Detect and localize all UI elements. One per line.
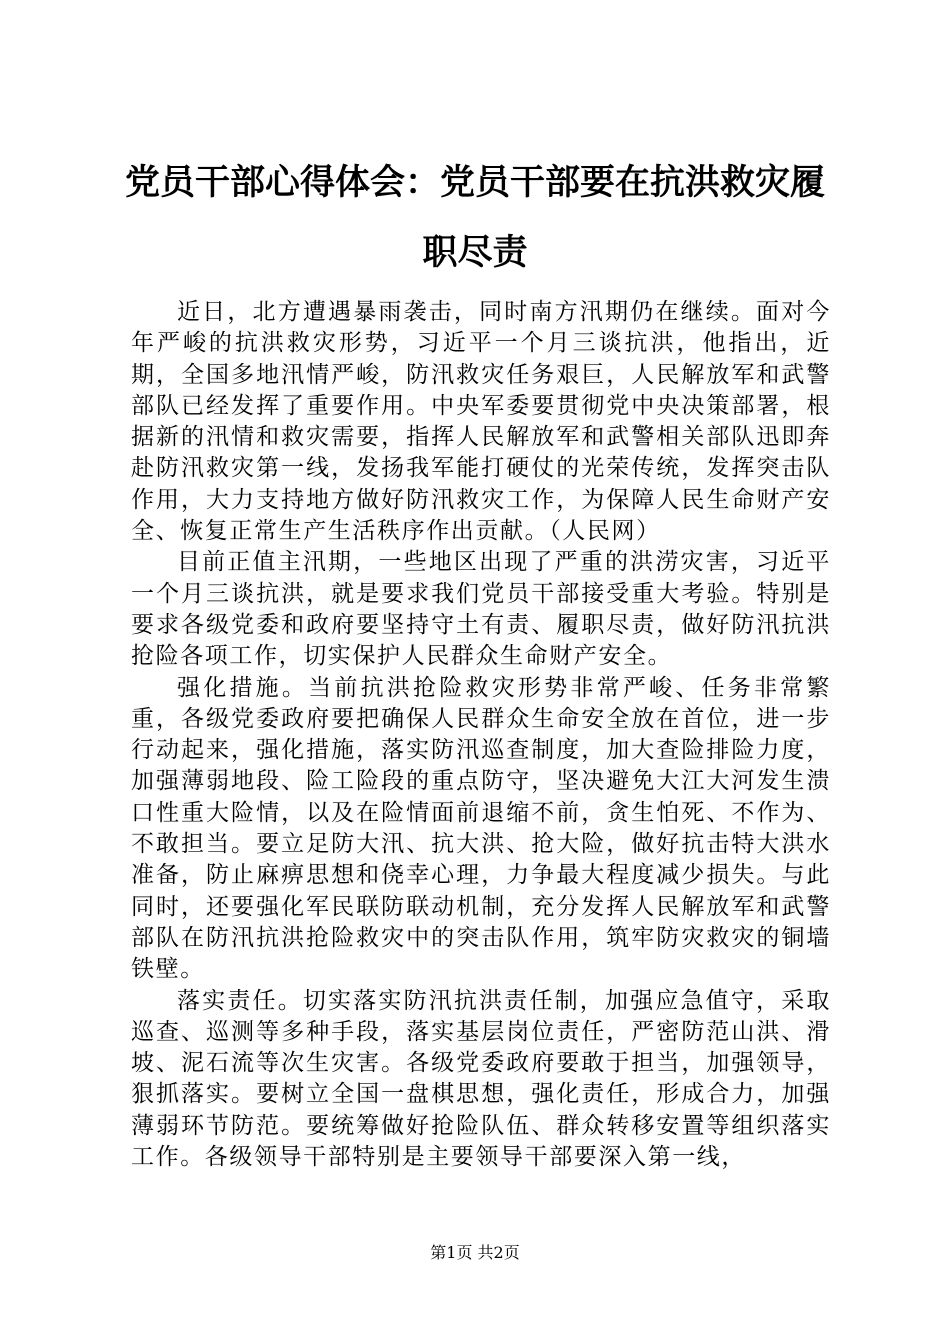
paragraph-3: 强化措施。当前抗洪抢险救灾形势非常严峻、任务非常繁重，各级党委政府要把确保人民群众生命安全放在首位，进一步行动起来，强化措施，落实防汛巡查制度，加大查险排险力度，加强薄弱地段、险工险段的重点防守，坚决避免大江大河发生溃口性重大险情，以及在险情面前退缩不前，贪生怕死、不作为、不敢担当。要立足防大汛、抗大洪、抢大险，做好抗击特大洪水准备，防止麻痹思想和侥幸心理，力争最大程度减少损失。与此同时，还要强化军民联防联动机制，充分发挥人民解放军和武警部队在防汛抗洪抢险救灾中的突击队作用，筑牢防灾救灾的铜墙铁壁。 bbox=[131, 674, 831, 983]
document-title: 党员干部心得体会：党员干部要在抗洪救灾履职尽责 bbox=[124, 162, 825, 273]
page-number-footer: 第1页 共2页 bbox=[430, 1243, 520, 1262]
paragraph-2: 目前正值主汛期，一些地区出现了严重的洪涝灾害，习近平一个月三谈抗洪，就是要求我们党员干部接受重大考验。特别是要求各级党委和政府要坚持守土有责、履职尽责，做好防汛抗洪抢险各项工作，切实保护人民群众生命财产安全。 bbox=[131, 549, 831, 670]
paragraph-4: 落实责任。切实落实防汛抗洪责任制，加强应急值守，采取巡查、巡测等多种手段，落实基层岗位责任，严密防范山洪、滑坡、泥石流等次生灾害。各级党委政府要敢于担当，加强领导，狠抓落实。要树立全国一盘棋思想，强化责任，形成合力，加强薄弱环节防范。要统筹做好抢险队伍、群众转移安置等组织落实工作。各级领导干部特别是主要领导干部要深入第一线， bbox=[131, 987, 831, 1171]
paragraph-1: 近日，北方遭遇暴雨袭击，同时南方汛期仍在继续。面对今年严峻的抗洪救灾形势，习近平一个月三谈抗洪，他指出，近期，全国多地汛情严峻，防汛救灾任务艰巨，人民解放军和武警部队已经发挥了重要作用。中央军委要贯彻党中央决策部署，根据新的汛情和救灾需要，指挥人民解放军和武警相关部队迅即奔赴防汛救灾第一线，发扬我军能打硬仗的光荣传统，发挥突击队作用，大力支持地方做好防汛救灾工作，为保障人民生命财产安全、恢复正常生产生活秩序作出贡献。（人民网） bbox=[131, 299, 831, 545]
document-body bbox=[131, 297, 831, 1173]
